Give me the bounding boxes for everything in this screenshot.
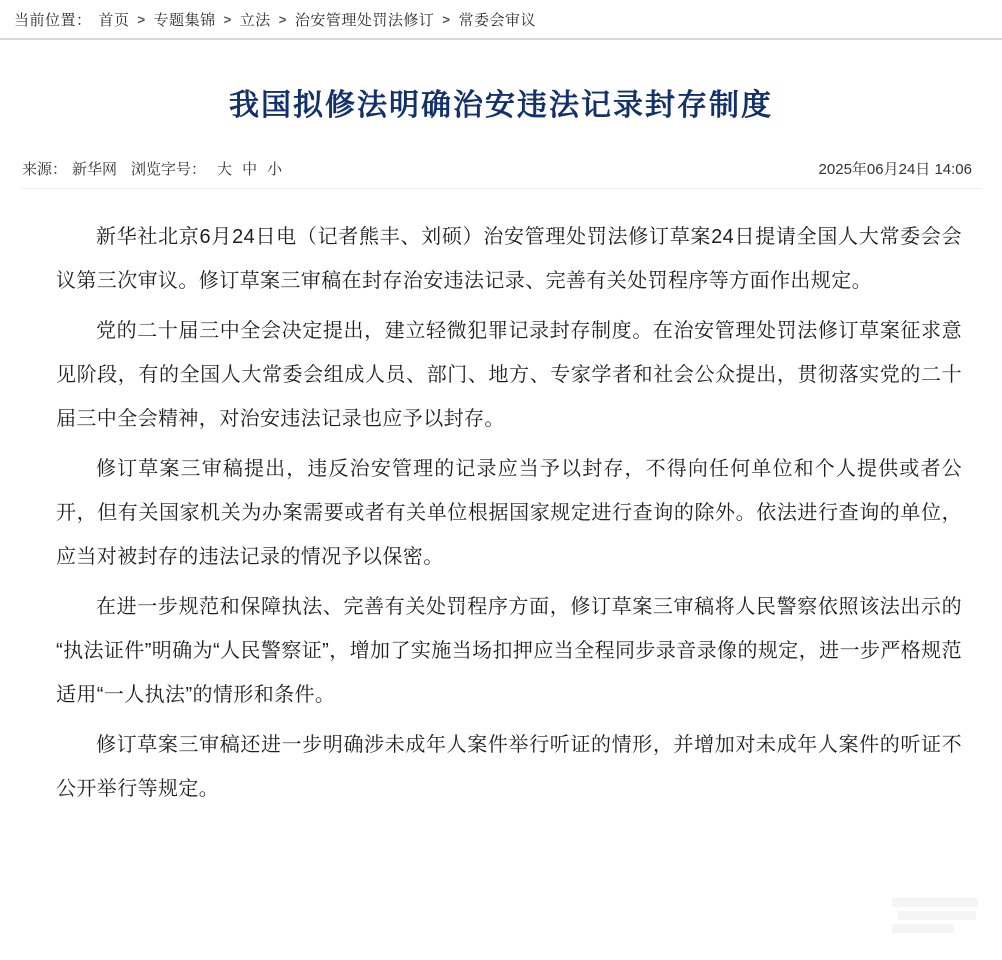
breadcrumb-separator-icon: > (223, 11, 232, 27)
article-paragraph: 党的二十届三中全会决定提出，建立轻微犯罪记录封存制度。在治安管理处罚法修订草案征求意见阶段，有的全国人大常委会组成人员、部门、地方、专家学者和社会公众提出，贯彻落实党的二十届三中全会精神，对治安违法记录也应予以封存。 (56, 320, 962, 430)
source-label: 来源： (22, 161, 68, 178)
article-paragraph: 在进一步规范和保障执法、完善有关处罚程序方面，修订草案三审稿将人民警察依照该法出示的“执法证件”明确为“人民警察证”，增加了实施当场扣押应当全程同步录音录像的规定，进一步严格规范适用“一人执法”的情形和条件。 (56, 596, 962, 706)
breadcrumb-item-standing-committee-review[interactable]: 常委会审议 (458, 11, 536, 29)
fontsize-option-small[interactable]: 小 (267, 161, 283, 178)
fontsize-label: 浏览字号： (131, 161, 207, 178)
article-paragraph: 修订草案三审稿提出，违反治安管理的记录应当予以封存，不得向任何单位和个人提供或者公开，但有关国家机关为办案需要或者有关单位根据国家规定进行查询的除外。依法进行查询的单位，应当对被封存的违法记录的情况予以保密。 (56, 458, 962, 568)
source-value: 新华网 (72, 161, 118, 178)
article-paragraph: 新华社北京6月24日电（记者熊丰、刘硕）治安管理处罚法修订草案24日提请全国人大常委会会议第三次审议。修订草案三审稿在封存治安违法记录、完善有关处罚程序等方面作出规定。 (56, 226, 962, 292)
watermark-mark (892, 898, 978, 907)
article-body (22, 215, 980, 811)
breadcrumb-item-public-security-law-revision[interactable]: 治安管理处罚法修订 (294, 11, 435, 29)
breadcrumb-item-special-topics[interactable]: 专题集锦 (153, 11, 216, 29)
breadcrumb-item-legislation[interactable]: 立法 (239, 11, 271, 29)
article-meta (22, 158, 980, 189)
breadcrumb (14, 9, 537, 30)
breadcrumb-bar (0, 0, 1002, 40)
article (0, 40, 1002, 811)
watermark-mark (898, 911, 976, 920)
article-paragraph: 修订草案三审稿还进一步明确涉未成年人案件举行听证的情形，并增加对未成年人案件的听证不公开举行等规定。 (56, 734, 962, 800)
publish-datetime: 2025年06月24日 14:06 (818, 161, 972, 178)
fontsize-options (212, 158, 287, 179)
fontsize-option-large[interactable]: 大 (217, 161, 233, 178)
page-title: 我国拟修法明确治安违法记录封存制度 (229, 89, 773, 122)
watermark-mark (892, 924, 954, 933)
breadcrumb-separator-icon: > (137, 11, 146, 27)
article-meta-left (22, 158, 287, 179)
breadcrumb-separator-icon: > (278, 11, 287, 27)
breadcrumb-label: 当前位置： (14, 11, 92, 29)
watermark (892, 898, 984, 938)
fontsize-option-medium[interactable]: 中 (242, 161, 258, 178)
breadcrumb-separator-icon: > (442, 11, 451, 27)
breadcrumb-item-home[interactable]: 首页 (98, 11, 130, 29)
